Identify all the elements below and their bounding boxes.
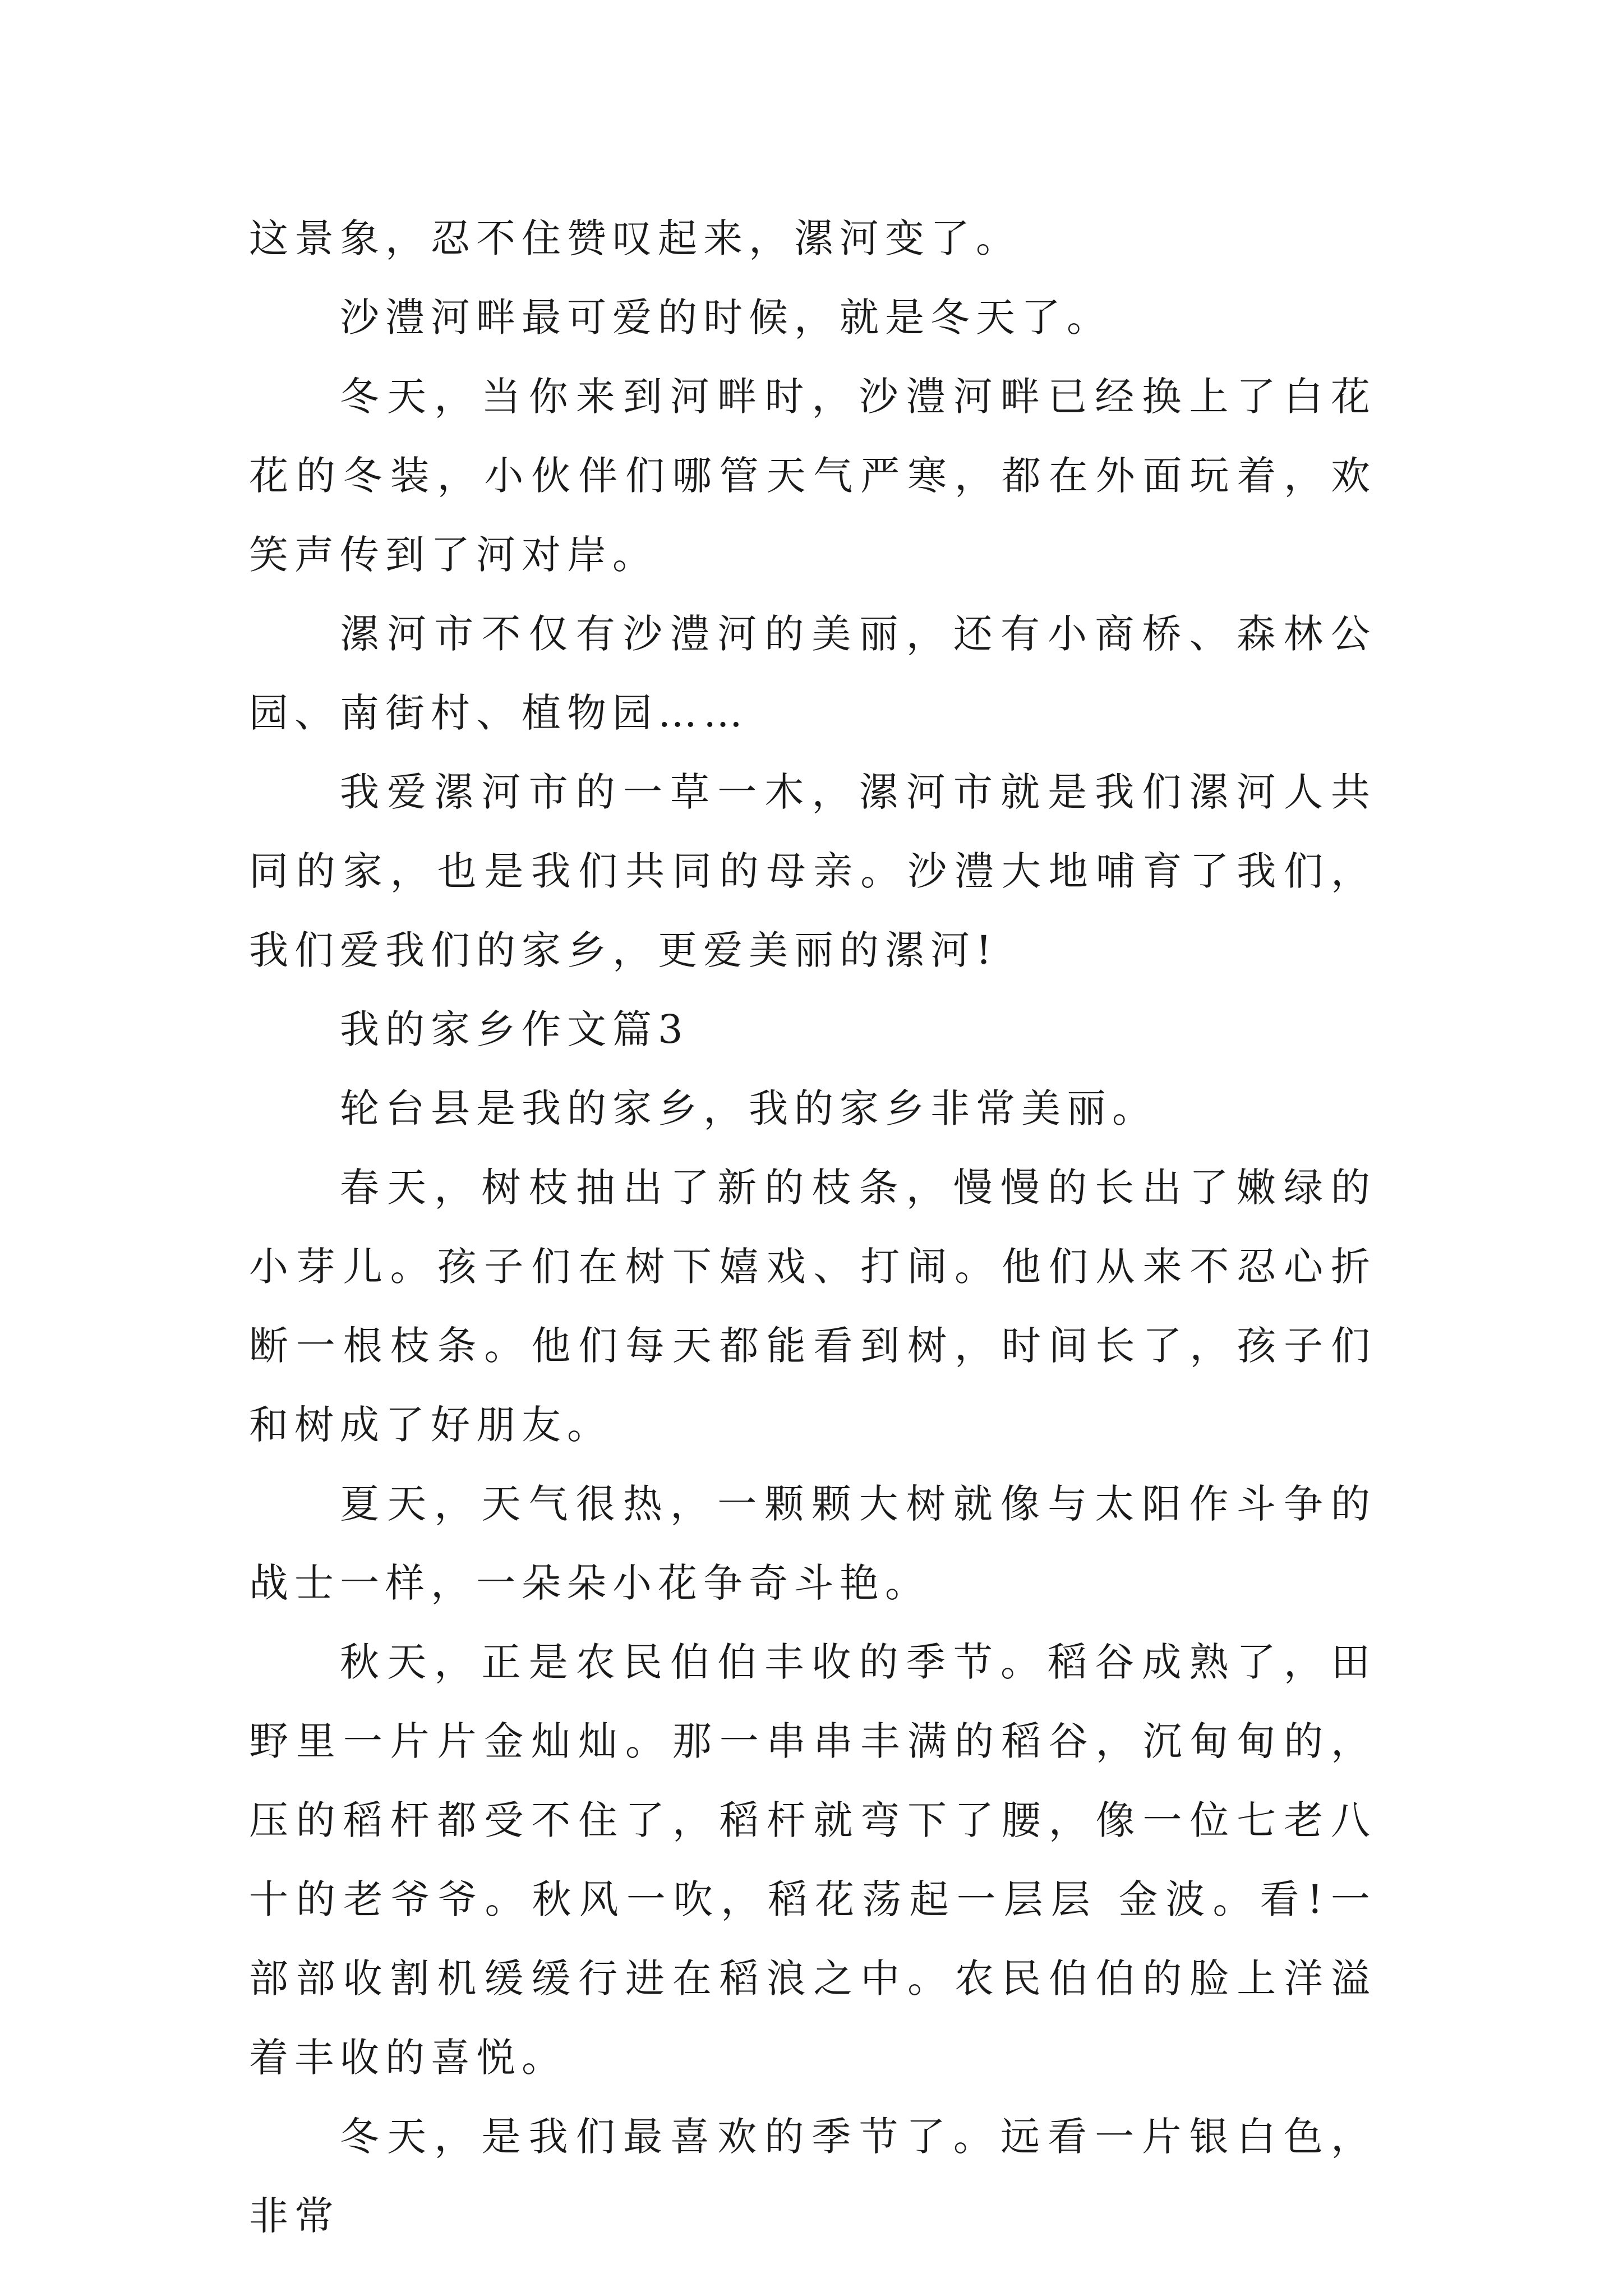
paragraph: 轮台县是我的家乡，我的家乡非常美丽。 xyxy=(340,1085,1158,1131)
paragraph: 这景象，忍不住赞叹起来，漯河变了。 xyxy=(249,215,1021,261)
paragraph: 沙澧河畔最可爱的时候，就是冬天了。 xyxy=(340,295,1112,341)
paragraph: 秋天，正是农民伯伯丰收的季节。稻谷成熟了，田野里一片片金灿灿。那一串串丰满的稻谷，沉甸甸的，压的稻杆都受不住了，稻杆就弯下了腰，像一位七老八十的老爷爷。秋风一吹，稻花荡起一层层 金波。看!一部部收割机缓缓行进在稻浪之中。农民伯伯的脸上洋溢着丰收的喜悦。 xyxy=(249,1639,1376,2081)
paragraph: 漯河市不仅有沙澧河的美丽，还有小商桥、森林公园、南街村、植物园…… xyxy=(249,611,1376,736)
paragraph: 夏天，天气很热，一颗颗大树就像与太阳作斗争的战士一样，一朵朵小花争奇斗艳。 xyxy=(249,1481,1376,1606)
document-body xyxy=(249,199,1376,2256)
paragraph: 春天，树枝抽出了新的枝条，慢慢的长出了嫩绿的小芽儿。孩子们在树下嬉戏、打闹。他们从来不忍心折断一根枝条。他们每天都能看到树，时间长了，孩子们和树成了好朋友。 xyxy=(249,1165,1376,1448)
paragraph: 冬天，当你来到河畔时，沙澧河畔已经换上了白花花的冬装，小伙伴们哪管天气严寒，都在外面玩着，欢笑声传到了河对岸。 xyxy=(249,374,1376,578)
paragraph: 我爱漯河市的一草一木，漯河市就是我们漯河人共同的家，也是我们共同的母亲。沙澧大地哺育了我们，我们爱我们的家乡，更爱美丽的漯河! xyxy=(249,769,1376,973)
section-heading: 我的家乡作文篇3 xyxy=(340,1006,689,1052)
paragraph: 冬天，是我们最喜欢的季节了。远看一片银白色，非常 xyxy=(249,2114,1376,2239)
